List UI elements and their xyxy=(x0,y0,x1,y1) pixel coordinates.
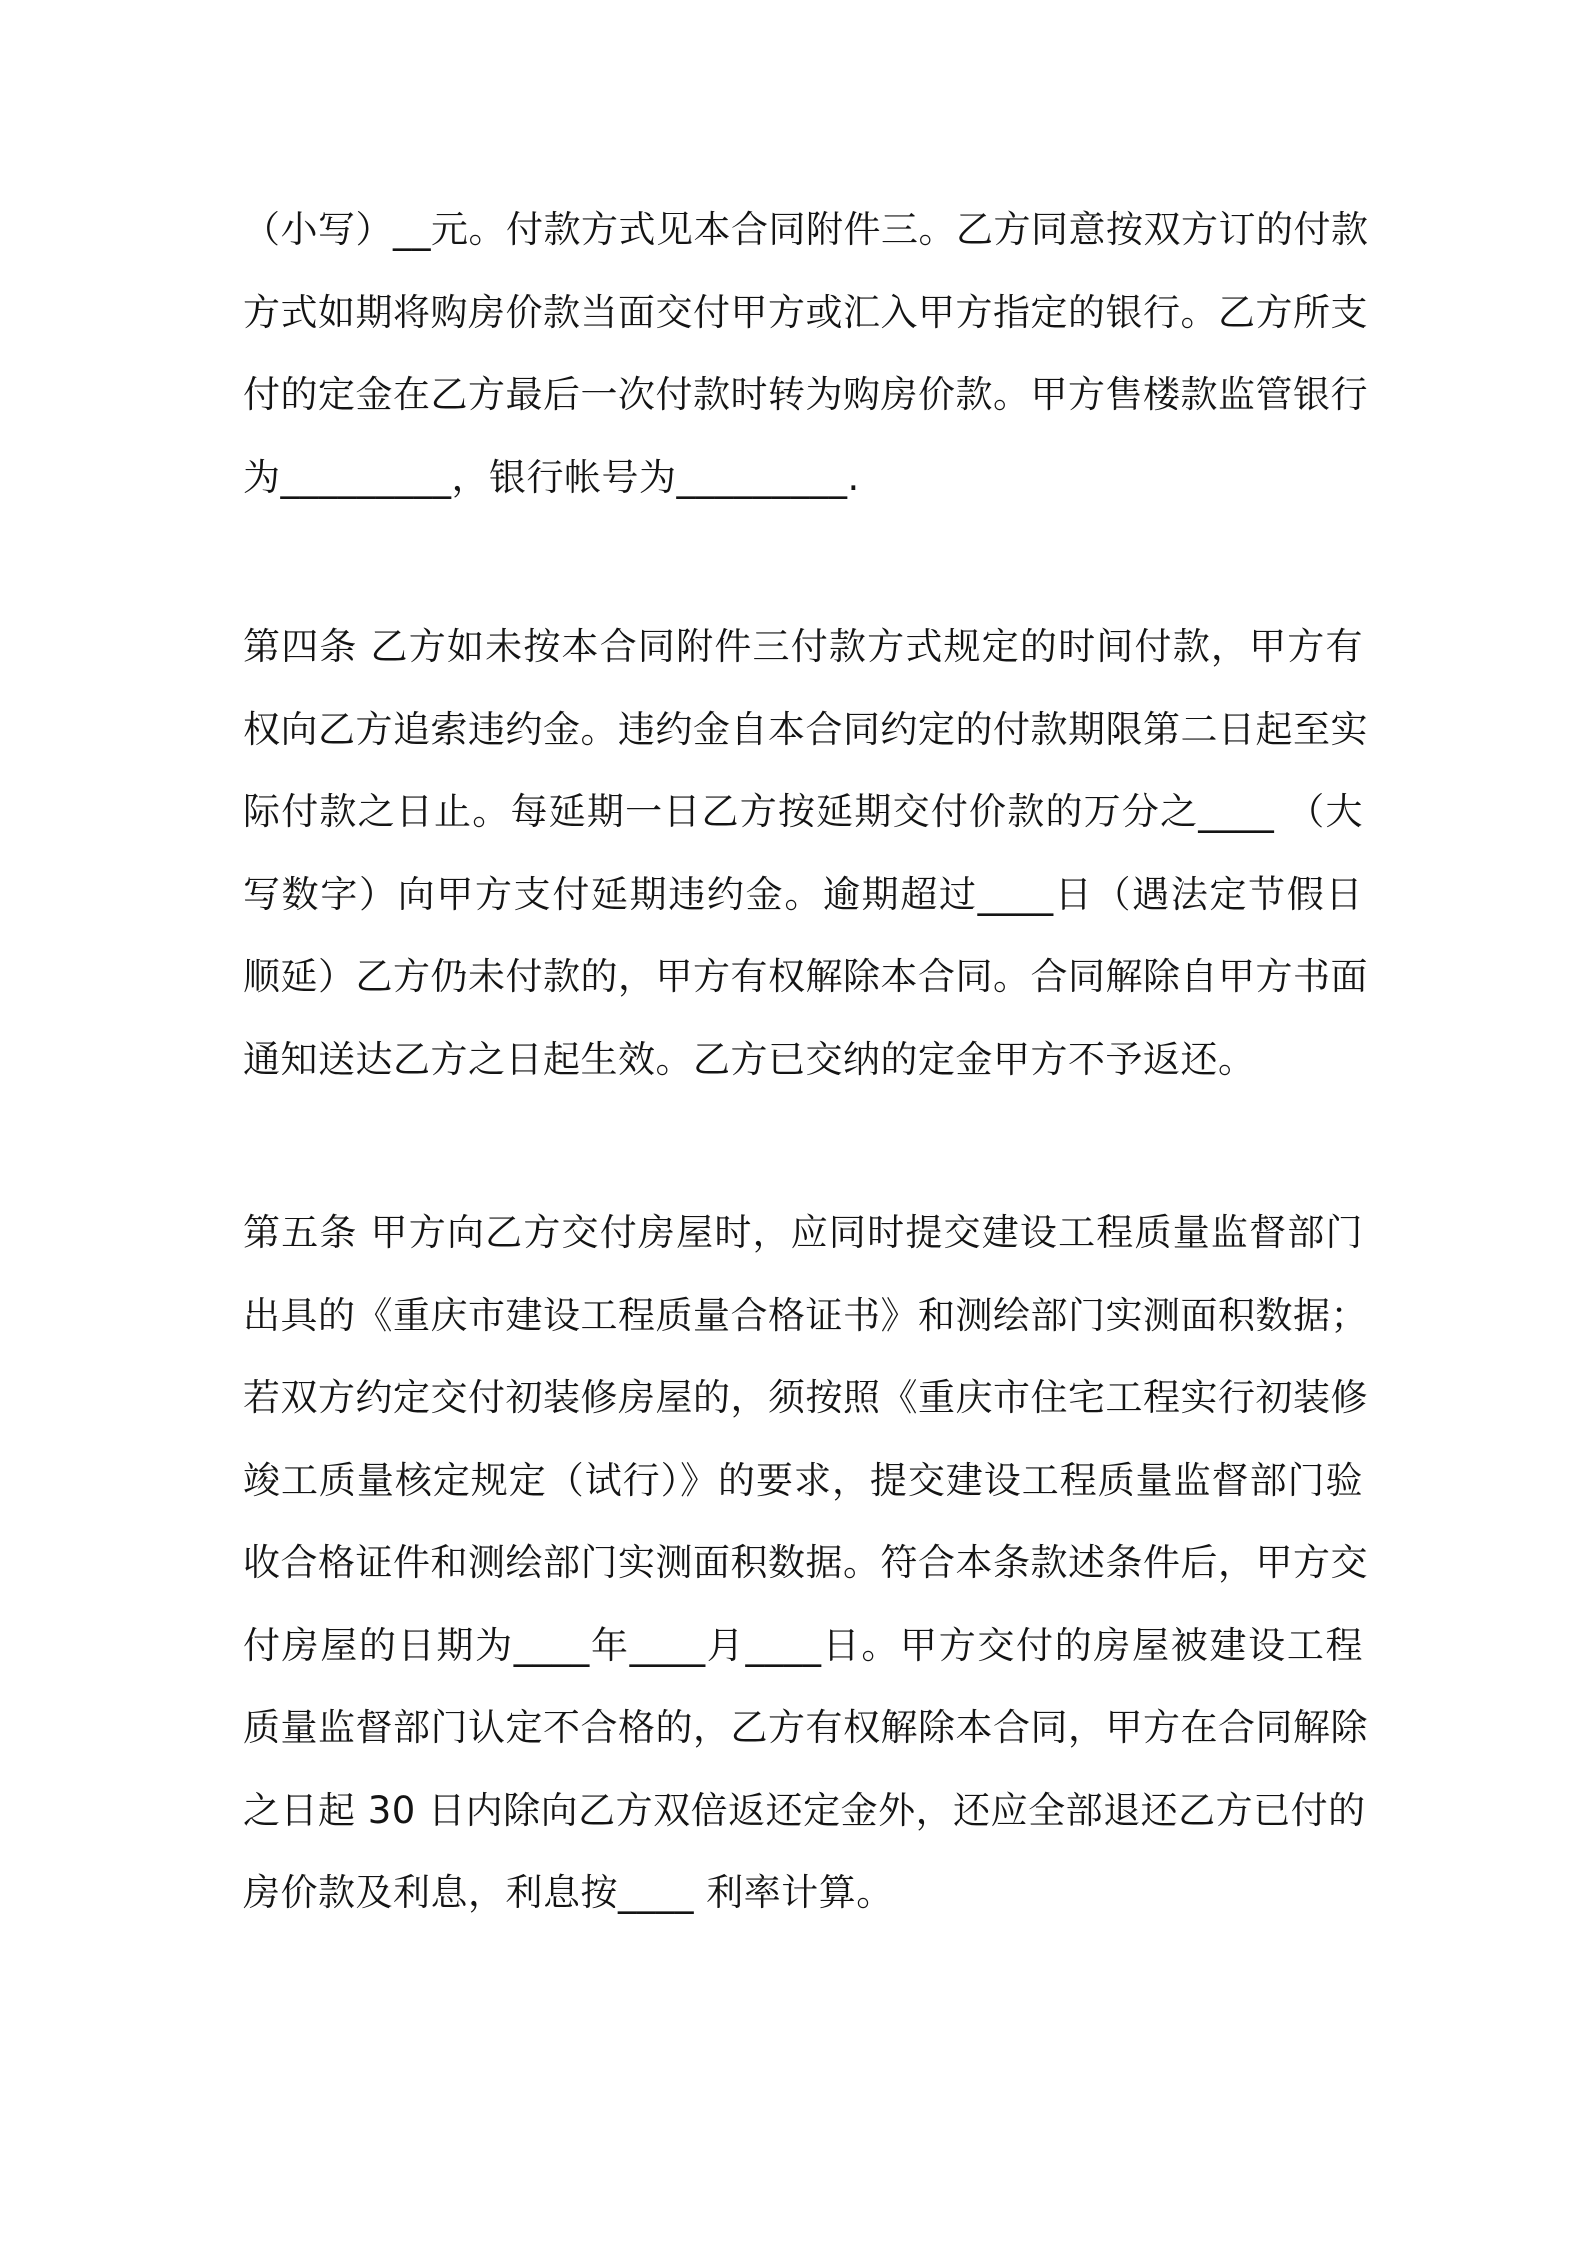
text-line: 第五条 甲方向乙方交付房屋时，应同时提交建设工程质量监督部门 xyxy=(243,1211,1363,1254)
text-line: 付的定金在乙方最后一次付款时转为购房价款。甲方售楼款监管银行 xyxy=(243,373,1368,416)
article-5-paragraph xyxy=(243,1192,1368,1935)
text-line: 第四条 乙方如未按本合同附件三付款方式规定的时间付款，甲方有 xyxy=(243,625,1363,668)
text-line: 出具的《重庆市建设工程质量合格证书》和测绘部门实测面积数据； xyxy=(243,1293,1368,1337)
text-line: 通知送达乙方之日起生效。乙方已交纳的定金甲方不予返还。 xyxy=(243,1037,1256,1081)
text-line: 写数字）向甲方支付延期违约金。逾期超过____日（遇法定节假日 xyxy=(243,872,1363,916)
text-line: 收合格证件和测绘部门实测面积数据。符合本条款述条件后，甲方交 xyxy=(243,1541,1368,1584)
text-line: 为_________，银行帐号为_________. xyxy=(243,455,860,499)
payment-clause-paragraph xyxy=(243,189,1369,519)
text-line: 竣工质量核定规定（试行）》的要求，提交建设工程质量监督部门验 xyxy=(243,1458,1363,1502)
text-line: 顺延）乙方仍未付款的，甲方有权解除本合同。合同解除自甲方书面 xyxy=(243,955,1368,998)
text-line: 之日起 30 日内除向乙方双倍返还定金外，还应全部退还乙方已付的 xyxy=(243,1788,1366,1832)
text-line: 付房屋的日期为____年____月____日。甲方交付的房屋被建设工程 xyxy=(243,1623,1363,1667)
text-line: 质量监督部门认定不合格的，乙方有权解除本合同，甲方在合同解除 xyxy=(243,1706,1368,1749)
article-4-paragraph xyxy=(243,606,1368,1101)
text-line: （小写）__元。付款方式见本合同附件三。乙方同意按双方订的付款 xyxy=(243,208,1369,251)
text-line: 际付款之日止。每延期一日乙方按延期交付价款的万分之____ （大 xyxy=(243,790,1363,833)
text-line: 房价款及利息，利息按____ 利率计算。 xyxy=(243,1871,894,1914)
text-line: 若双方约定交付初装修房屋的，须按照《重庆市住宅工程实行初装修 xyxy=(243,1376,1368,1419)
text-line: 权向乙方追索违约金。违约金自本合同约定的付款期限第二日起至实 xyxy=(243,707,1368,751)
text-line: 方式如期将购房价款当面交付甲方或汇入甲方指定的银行。乙方所支 xyxy=(243,290,1368,334)
